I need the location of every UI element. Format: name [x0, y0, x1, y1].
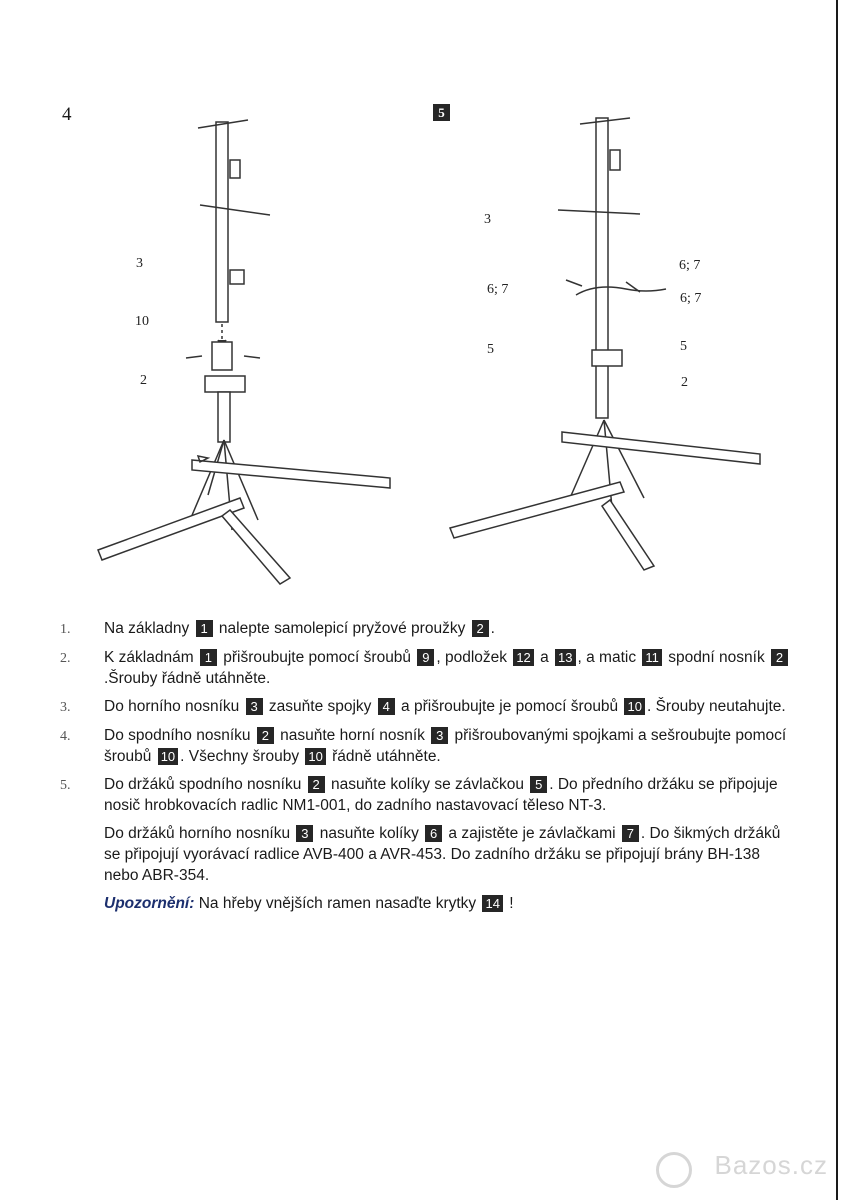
- part-badge: 10: [305, 748, 325, 765]
- step-number: 5.: [60, 778, 71, 793]
- part-badge: 9: [417, 649, 434, 666]
- part-badge: 2: [472, 620, 489, 637]
- part-badge: 1: [196, 620, 213, 637]
- figure-5-label-3: 3: [484, 212, 491, 227]
- part-badge: 2: [771, 649, 788, 666]
- watermark-icon: [656, 1152, 692, 1188]
- step-2: [60, 647, 790, 689]
- page-edge: [836, 0, 838, 1200]
- part-badge: 6: [425, 825, 442, 842]
- figure-4-drawing: [90, 110, 410, 590]
- part-badge: 2: [257, 727, 274, 744]
- step-text: Na základny 1 nalepte samolepicí pryžové proužky 2 .: [104, 620, 495, 637]
- part-badge: 11: [642, 649, 662, 666]
- figure-4-number: 4: [62, 104, 72, 125]
- part-badge: 13: [555, 649, 575, 666]
- paragraph-upper-beam: Do držáků horního nosníku 3 nasuňte kolíky 6 a zajistěte je závlačkami 7 . Do šikmých držáků se připojují vyorávací radlice AVB-400 a AVR-453. Do zadního držáku se připojují brány BH-138 nebo ABR-354.: [104, 825, 781, 884]
- part-badge: 10: [624, 698, 644, 715]
- step-number: 2.: [60, 651, 71, 666]
- step-number: 4.: [60, 729, 71, 744]
- part-badge: 2: [308, 776, 325, 793]
- step-1: [60, 618, 790, 640]
- figure-4-label-2: 2: [140, 373, 147, 388]
- part-badge: 10: [158, 748, 178, 765]
- step-text: Do horního nosníku 3 zasuňte spojky 4 a přišroubujte je pomocí šroubů 10 . Šrouby neutahujte.: [104, 698, 786, 715]
- instruction-list: [60, 618, 790, 921]
- step-text: K základnám 1 přišroubujte pomocí šroubů 9 , podložek 12 a 13 , a matic 11 spodní nosník 2.Šrouby řádně utáhněte.: [104, 647, 790, 689]
- step-number: 3.: [60, 700, 71, 715]
- part-badge: 14: [482, 895, 502, 912]
- step-text: Do spodního nosníku 2 nasuňte horní nosník 3 přišroubovanými spojkami a sešroubujte pomocí šroubů 10 . Všechny šrouby 10 řádně utáhněte.: [104, 727, 787, 765]
- warning-label: Upozornění:: [104, 895, 195, 912]
- step-number: 1.: [60, 622, 71, 637]
- part-badge: 12: [513, 649, 533, 666]
- part-badge: 1: [200, 649, 217, 666]
- step-text: Do držáků spodního nosníku 2 nasuňte kolíky se závlačkou 5 . Do předního držáku se připojuje nosič hrobkovacích radlic NM1-001, do zadního nastavovací těleso NT-3.: [104, 776, 778, 814]
- figure-4-label-10: 10: [135, 314, 149, 329]
- step-3: [60, 696, 790, 718]
- part-badge: 7: [622, 825, 639, 842]
- figure-5-label-2: 2: [681, 375, 688, 390]
- step-5: [60, 774, 790, 816]
- figure-5-number: 5: [433, 104, 450, 121]
- warning-note: Upozornění: Na hřeby vnějších ramen nasaďte krytky 14 !: [104, 895, 514, 912]
- figure-5-label-5-right: 5: [680, 339, 687, 354]
- part-badge: 4: [378, 698, 395, 715]
- part-badge: 3: [296, 825, 313, 842]
- watermark: Bazos.cz: [714, 1150, 828, 1180]
- figure-5-drawing: [450, 110, 780, 580]
- step-4: [60, 725, 790, 767]
- part-badge: 5: [530, 776, 547, 793]
- part-badge: 3: [246, 698, 263, 715]
- figure-5-label-5-left: 5: [487, 342, 494, 357]
- figure-5-label-6-7-left: 6; 7: [487, 282, 509, 297]
- figure-5-label-6-7-right: 6; 7: [680, 291, 702, 306]
- figure-5-label-6-7-right-top: 6; 7: [679, 258, 701, 273]
- part-badge: 3: [431, 727, 448, 744]
- figure-4-label-3: 3: [136, 256, 143, 271]
